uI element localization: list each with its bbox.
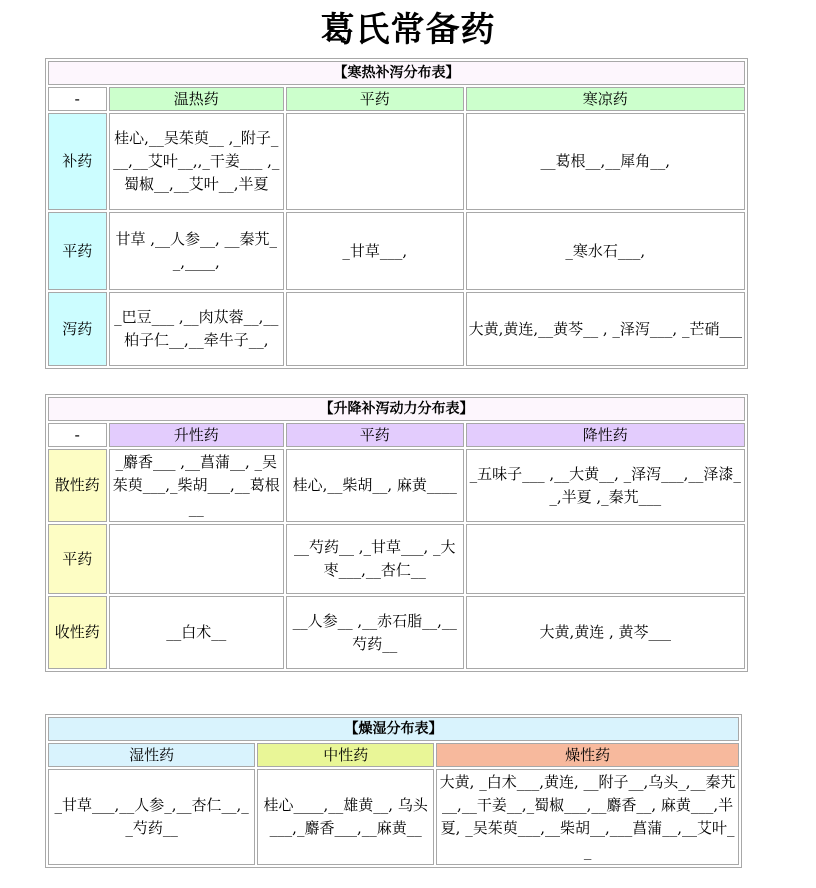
table-cell: 大黄, _白术___,黄连, __附子__,乌头_,__秦艽__,__干姜__,_蜀椒___,__麝香__, 麻黄___,半夏, _吴茱萸___,__柴胡__,___菖蒲__,__艾叶__ [436,769,739,865]
table-cell: 桂心,__柴胡__, 麻黄____ [286,449,464,522]
column-header-ascending: 升性药 [109,423,285,447]
corner-cell: - [48,423,107,447]
table-row [48,449,745,522]
table-cell: __芍药__ ,_甘草___, _大枣___,__杏仁__ [286,524,464,594]
row-header-neutral: 平药 [48,212,107,290]
column-header-moist: 湿性药 [48,743,255,767]
table-cell [109,524,285,594]
table-cell: _甘草___, [286,212,464,290]
column-header-warm: 温热药 [109,87,285,111]
column-header-descending: 降性药 [466,423,745,447]
table-cell: 大黄,黄连,__黄芩__ , _泽泻___, _芒硝___ [466,292,745,366]
table-row [48,292,745,366]
column-header-dry: 燥性药 [436,743,739,767]
table-row [48,524,745,594]
column-header-neutral: 平药 [286,87,464,111]
table-row [48,596,745,669]
cold-heat-table [45,58,748,369]
row-header-neutral: 平药 [48,524,107,594]
column-header-neutral: 中性药 [257,743,434,767]
table-cell: __葛根__,__犀角__, [466,113,745,210]
table-cell [286,292,464,366]
column-header-neutral: 平药 [286,423,464,447]
table-row [48,212,745,290]
table-cell [466,524,745,594]
table-row [48,113,745,210]
page-title: 葛氏常备药 [320,10,496,50]
table-cell: 大黄,黄连 , 黄芩___ [466,596,745,669]
corner-cell: - [48,87,107,111]
table-caption: 【寒热补泻分布表】 [48,61,745,85]
table-caption: 【升降补泻动力分布表】 [48,397,745,421]
table-cell: 桂心____,__雄黄__, 乌头___,_麝香___,__麻黄__ [257,769,434,865]
table-cell: __人参__ ,__赤石脂__,__芍药__ [286,596,464,669]
ascend-descend-table [45,394,748,672]
table-cell: 甘草 ,__人参__, __秦艽__,____, [109,212,285,290]
row-header-dispersing: 散性药 [48,449,107,522]
dry-moist-table [45,714,742,868]
table-cell: _麝香___ ,__菖蒲__, _吴茱萸___,_柴胡___,__葛根__ [109,449,285,522]
table-cell: _巴豆___ ,__肉苁蓉__,__柏子仁__,__牵牛子__, [109,292,285,366]
table-cell: 桂心,__吴茱萸__ ,_附子___,__艾叶__,,_干姜___ ,_蜀椒__,__艾叶__,半夏 [109,113,285,210]
row-header-purge: 泻药 [48,292,107,366]
table-cell: _甘草___,__人参_,__杏仁__,__芍药__ [48,769,255,865]
column-header-cold: 寒凉药 [466,87,745,111]
table-cell: __白术__ [109,596,285,669]
table-row [48,769,739,865]
row-header-tonify: 补药 [48,113,107,210]
table-cell: _寒水石___, [466,212,745,290]
table-caption: 【燥湿分布表】 [48,717,739,741]
row-header-astringent: 收性药 [48,596,107,669]
table-cell: _五味子___ ,__大黄__, _泽泻___,__泽漆__,半夏 ,_秦艽___ [466,449,745,522]
table-cell [286,113,464,210]
